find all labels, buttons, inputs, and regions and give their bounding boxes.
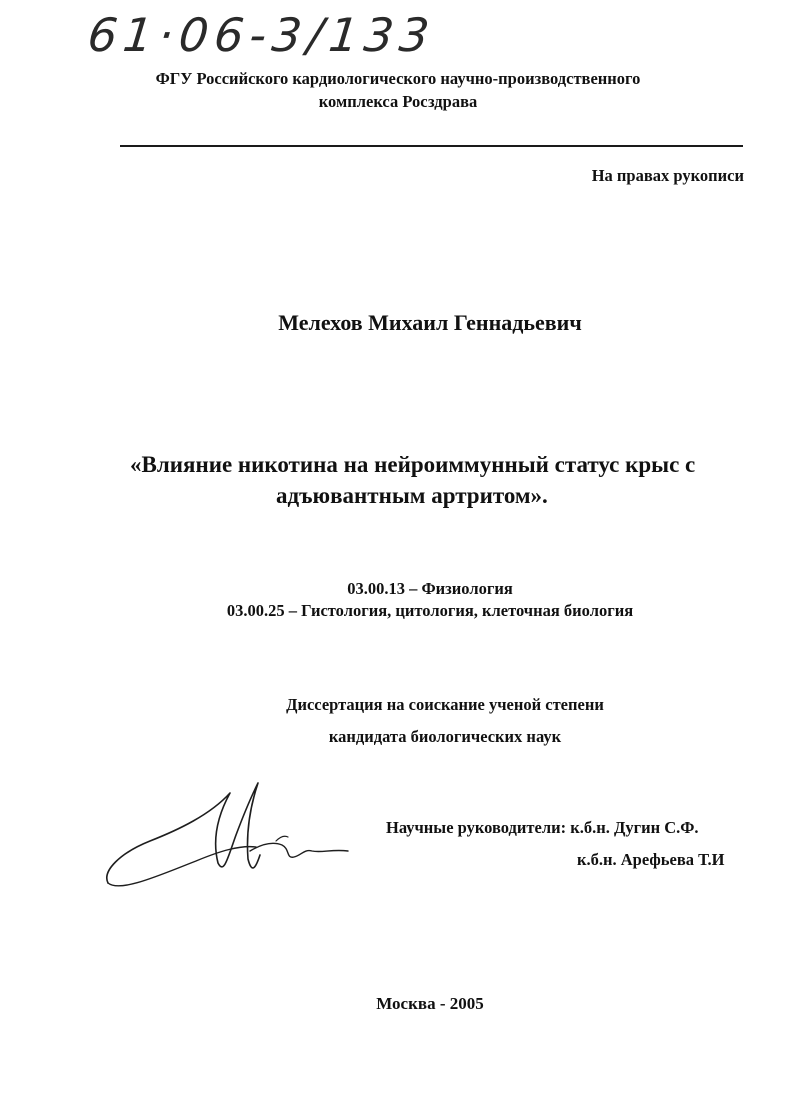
organization-line-1: ФГУ Российского кардиологического научно-производственного [155, 69, 641, 88]
title-line-1: «Влияние никотина на нейроиммунный статус крыс с [130, 452, 696, 477]
supervisors-line-2: к.б.н. Арефьева Т.И [577, 850, 725, 869]
specialty-histology: 03.00.25 – Гистология, цитология, клеточная биология [226, 601, 634, 620]
city-year: Москва - 2005 [376, 994, 484, 1013]
organization-line-2: комплекса Росздрава [318, 92, 478, 111]
header-divider [120, 145, 743, 147]
manuscript-rights-label: На правах рукописи [591, 166, 744, 185]
specialty-physiology: 03.00.13 – Физиология [347, 579, 513, 598]
handwritten-signature [100, 775, 360, 895]
degree-line-2: кандидата биологических наук [328, 727, 562, 746]
archive-number-handwritten: 61·06-3/133 [85, 8, 438, 62]
title-line-2: адъювантным артритом». [276, 483, 548, 508]
dissertation-title [130, 449, 770, 511]
degree-line-1: Диссертация на соискание ученой степени [286, 695, 604, 714]
author-name: Мелехов Михаил Геннадьевич [278, 310, 582, 335]
supervisors-line-1: Научные руководители: к.б.н. Дугин С.Ф. [386, 818, 699, 837]
